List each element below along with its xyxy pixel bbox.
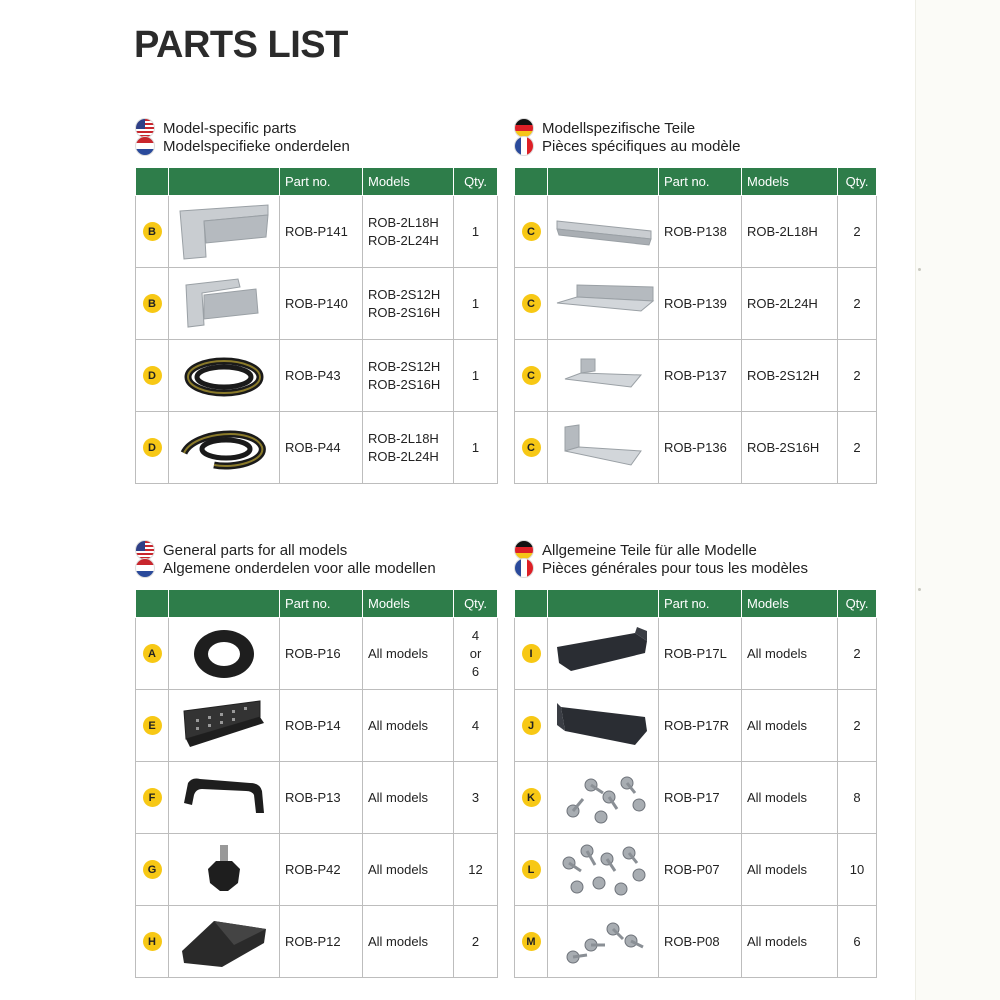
part-letter-badge: G bbox=[143, 860, 162, 879]
model-name: ROB-2L18H bbox=[742, 196, 838, 268]
part-letter-badge: B bbox=[143, 222, 162, 241]
parts-table bbox=[135, 589, 498, 978]
part-number: ROB-P17R bbox=[659, 690, 742, 762]
perforated-bracket-icon bbox=[169, 695, 279, 757]
quantity: 1 bbox=[454, 340, 498, 412]
model-name: ROB-2S16H bbox=[368, 304, 441, 320]
model-name: All models bbox=[363, 906, 454, 978]
table-row bbox=[515, 834, 877, 906]
parts-table bbox=[514, 167, 877, 484]
cover-plate-icon bbox=[169, 273, 279, 335]
image-column-header bbox=[548, 590, 659, 618]
quantity: 1 bbox=[454, 412, 498, 484]
parts-table bbox=[514, 589, 877, 978]
letter-column-header bbox=[515, 590, 548, 618]
quantity: 8 bbox=[838, 762, 877, 834]
table-row bbox=[136, 196, 498, 268]
cover-plate-icon bbox=[169, 201, 279, 263]
part-number: ROB-P139 bbox=[659, 268, 742, 340]
part-number: ROB-P44 bbox=[280, 412, 363, 484]
table-row bbox=[515, 690, 877, 762]
table-row bbox=[136, 412, 498, 484]
quantity: 10 bbox=[838, 834, 877, 906]
letter-column-header bbox=[515, 168, 548, 196]
model-name: ROB-2L24H bbox=[742, 268, 838, 340]
model-name: ROB-2L24H bbox=[368, 232, 439, 248]
qty-column-header: Qty. bbox=[454, 168, 498, 196]
metal-rail-icon bbox=[548, 201, 658, 263]
quantity: 2 bbox=[838, 412, 877, 484]
part-number: ROB-P137 bbox=[659, 340, 742, 412]
general-parts-de-fr-section bbox=[514, 541, 876, 978]
models-cell bbox=[363, 412, 454, 484]
rubber-ring-icon bbox=[169, 623, 279, 685]
table-row bbox=[136, 906, 498, 978]
part-letter-badge: C bbox=[522, 366, 541, 385]
table-row bbox=[515, 268, 877, 340]
model-name: All models bbox=[363, 690, 454, 762]
us-uk-flag-icon bbox=[135, 540, 155, 560]
image-column-header bbox=[169, 168, 280, 196]
quantity: 2 bbox=[838, 618, 877, 690]
part-no-column-header: Part no. bbox=[280, 168, 363, 196]
screws-icon bbox=[548, 839, 658, 901]
quantity: 12 bbox=[454, 834, 498, 906]
models-cell bbox=[363, 196, 454, 268]
screws-icon bbox=[548, 767, 658, 829]
part-number: ROB-P141 bbox=[280, 196, 363, 268]
screws-icon bbox=[548, 911, 658, 973]
germany-flag-icon bbox=[514, 540, 534, 560]
section-heading: Modellspezifische Teile bbox=[542, 119, 696, 137]
part-number: ROB-P140 bbox=[280, 268, 363, 340]
metal-rail-icon bbox=[548, 345, 658, 407]
model-specific-parts-section bbox=[135, 119, 497, 484]
netherlands-flag-icon bbox=[135, 558, 155, 578]
quantity: 2 bbox=[838, 268, 877, 340]
quantity: 2 bbox=[838, 196, 877, 268]
rubber-seal-icon bbox=[169, 417, 279, 479]
image-column-header bbox=[169, 590, 280, 618]
model-name: All models bbox=[742, 906, 838, 978]
part-number: ROB-P16 bbox=[280, 618, 363, 690]
letter-column-header bbox=[136, 590, 169, 618]
model-name: All models bbox=[742, 762, 838, 834]
models-cell bbox=[363, 340, 454, 412]
models-column-header: Models bbox=[742, 168, 838, 196]
model-name: ROB-2S16H bbox=[742, 412, 838, 484]
models-column-header: Models bbox=[742, 590, 838, 618]
model-name: ROB-2S12H bbox=[742, 340, 838, 412]
model-name: ROB-2S12H bbox=[368, 286, 441, 302]
quantity: 2 bbox=[454, 906, 498, 978]
quantity: 4 bbox=[471, 627, 480, 643]
side-bracket-right-icon bbox=[548, 695, 658, 757]
part-letter-badge: D bbox=[143, 366, 162, 385]
quantity: 2 bbox=[838, 340, 877, 412]
part-letter-badge: D bbox=[143, 438, 162, 457]
part-number: ROB-P12 bbox=[280, 906, 363, 978]
germany-flag-icon bbox=[514, 118, 534, 138]
parts-table bbox=[135, 167, 498, 484]
table-row bbox=[136, 762, 498, 834]
quantity: 6 bbox=[838, 906, 877, 978]
part-letter-badge: E bbox=[143, 716, 162, 735]
quantity-cell bbox=[454, 618, 498, 690]
netherlands-flag-icon bbox=[135, 136, 155, 156]
quantity: 1 bbox=[454, 196, 498, 268]
quantity: 6 bbox=[471, 663, 480, 679]
table-row bbox=[136, 834, 498, 906]
qty-column-header: Qty. bbox=[838, 590, 877, 618]
model-name: All models bbox=[742, 690, 838, 762]
end-cap-icon bbox=[169, 911, 279, 973]
part-letter-badge: C bbox=[522, 222, 541, 241]
general-parts-section bbox=[135, 541, 497, 978]
part-no-column-header: Part no. bbox=[280, 590, 363, 618]
part-letter-badge: C bbox=[522, 294, 541, 313]
qty-column-header: Qty. bbox=[454, 590, 498, 618]
part-letter-badge: K bbox=[522, 788, 541, 807]
models-cell bbox=[363, 268, 454, 340]
model-name: All models bbox=[363, 618, 454, 690]
section-heading: Allgemeine Teile für alle Modelle bbox=[542, 541, 757, 559]
part-letter-badge: H bbox=[143, 932, 162, 951]
model-name: All models bbox=[742, 618, 838, 690]
quantity: 4 bbox=[454, 690, 498, 762]
rubber-seal-icon bbox=[169, 345, 279, 407]
page-title: PARTS LIST bbox=[134, 24, 348, 66]
table-row bbox=[136, 690, 498, 762]
table-row bbox=[515, 196, 877, 268]
model-name: ROB-2L18H bbox=[368, 430, 439, 446]
table-row bbox=[515, 618, 877, 690]
table-row bbox=[515, 340, 877, 412]
part-no-column-header: Part no. bbox=[659, 590, 742, 618]
part-number: ROB-P17 bbox=[659, 762, 742, 834]
part-letter-badge: M bbox=[522, 932, 541, 951]
table-row bbox=[136, 340, 498, 412]
model-name: All models bbox=[363, 834, 454, 906]
model-name: ROB-2L24H bbox=[368, 448, 439, 464]
quantity: 3 bbox=[454, 762, 498, 834]
part-number: ROB-P138 bbox=[659, 196, 742, 268]
metal-rail-icon bbox=[548, 273, 658, 335]
part-number: ROB-P43 bbox=[280, 340, 363, 412]
model-name: All models bbox=[742, 834, 838, 906]
table-row bbox=[515, 762, 877, 834]
part-letter-badge: I bbox=[522, 644, 541, 663]
quantity-or: or bbox=[469, 645, 482, 661]
handle-icon bbox=[169, 767, 279, 829]
part-number: ROB-P136 bbox=[659, 412, 742, 484]
section-heading-translation: Pièces générales pour tous les modèles bbox=[542, 559, 808, 577]
part-number: ROB-P07 bbox=[659, 834, 742, 906]
part-letter-badge: L bbox=[522, 860, 541, 879]
model-name: ROB-2L18H bbox=[368, 214, 439, 230]
part-letter-badge: J bbox=[522, 716, 541, 735]
part-number: ROB-P42 bbox=[280, 834, 363, 906]
page-edge bbox=[915, 0, 1000, 1000]
knob-icon bbox=[169, 839, 279, 901]
image-column-header bbox=[548, 168, 659, 196]
part-letter-badge: B bbox=[143, 294, 162, 313]
us-uk-flag-icon bbox=[135, 118, 155, 138]
model-specific-parts-de-fr-section bbox=[514, 119, 876, 484]
part-number: ROB-P08 bbox=[659, 906, 742, 978]
part-number: ROB-P14 bbox=[280, 690, 363, 762]
metal-rail-icon bbox=[548, 417, 658, 479]
section-heading: Model-specific parts bbox=[163, 119, 297, 137]
part-letter-badge: C bbox=[522, 438, 541, 457]
france-flag-icon bbox=[514, 136, 534, 156]
section-heading: General parts for all models bbox=[163, 541, 348, 559]
model-name: All models bbox=[363, 762, 454, 834]
quantity: 1 bbox=[454, 268, 498, 340]
models-column-header: Models bbox=[363, 590, 454, 618]
part-letter-badge: F bbox=[143, 788, 162, 807]
section-heading-translation: Pièces spécifiques au modèle bbox=[542, 137, 741, 155]
table-row bbox=[515, 906, 877, 978]
table-row bbox=[515, 412, 877, 484]
part-number: ROB-P17L bbox=[659, 618, 742, 690]
model-name: ROB-2S12H bbox=[368, 358, 441, 374]
part-no-column-header: Part no. bbox=[659, 168, 742, 196]
section-heading-translation: Modelspecifieke onderdelen bbox=[163, 137, 350, 155]
part-letter-badge: A bbox=[143, 644, 162, 663]
section-heading-translation: Algemene onderdelen voor alle modellen bbox=[163, 559, 436, 577]
model-name: ROB-2S16H bbox=[368, 376, 441, 392]
france-flag-icon bbox=[514, 558, 534, 578]
quantity: 2 bbox=[838, 690, 877, 762]
part-number: ROB-P13 bbox=[280, 762, 363, 834]
letter-column-header bbox=[136, 168, 169, 196]
table-row bbox=[136, 268, 498, 340]
table-row bbox=[136, 618, 498, 690]
side-bracket-left-icon bbox=[548, 623, 658, 685]
models-column-header: Models bbox=[363, 168, 454, 196]
qty-column-header: Qty. bbox=[838, 168, 877, 196]
